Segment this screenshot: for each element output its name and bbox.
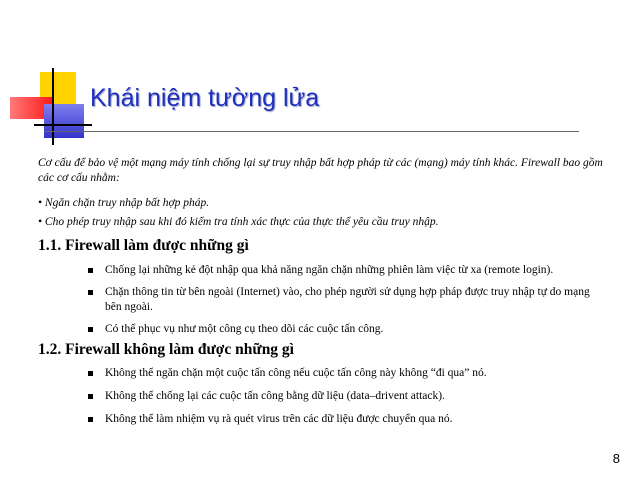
list-item-text: Chống lại những kẻ đột nhập qua khả năng ngăn chặn những phiên làm việc từ xa (remote login). — [105, 264, 554, 276]
logo-blue-block — [44, 104, 84, 138]
slide-title: Khái niệm tường lửa — [90, 84, 320, 112]
intro-bullet-1: • Ngăn chặn truy nhập bất hợp pháp. — [38, 197, 210, 209]
list-item — [0, 322, 638, 337]
logo-horizontal-line — [34, 124, 92, 126]
section-2-heading: 1.2. Firewall không làm được những gì — [38, 341, 294, 358]
page-number: 8 — [612, 451, 620, 466]
section-1-list — [0, 263, 638, 344]
section-1-heading: 1.1. Firewall làm được những gì — [38, 237, 249, 254]
list-item — [0, 366, 638, 381]
logo-vertical-line — [52, 68, 54, 145]
list-item-text: Không thể làm nhiệm vụ rà quét virus trên các dữ liệu được chuyển qua nó. — [105, 413, 453, 425]
list-item-text: Không thể ngăn chặn một cuộc tấn công nếu cuộc tấn công này không “đi qua” nó. — [105, 367, 487, 379]
list-item — [0, 412, 638, 427]
list-item-text: Chặn thông tin từ bên ngoài (Internet) vào, cho phép người sử dụng hợp pháp được truy nhập tự do mạng bên ngoài. — [105, 286, 590, 313]
title-separator-line — [44, 131, 579, 132]
intro-bullet-2: • Cho phép truy nhập sau khi đó kiểm tra tính xác thực của thực thể yêu cầu truy nhập. — [38, 216, 439, 228]
square-bullet-icon — [88, 327, 93, 332]
square-bullet-icon — [88, 290, 93, 295]
square-bullet-icon — [88, 394, 93, 399]
list-item — [0, 285, 638, 315]
list-item-text: Có thể phục vụ như một công cụ theo dõi các cuộc tấn công. — [105, 323, 384, 335]
list-item — [0, 389, 638, 404]
square-bullet-icon — [88, 417, 93, 422]
list-item-text: Không thể chống lại các cuộc tấn công bằng dữ liệu (data–drivent attack). — [105, 390, 445, 402]
intro-text: Cơ cấu để bảo vệ một mạng máy tính chống lại sự truy nhập bất hợp pháp từ các (mạng) máy tính khác. Firewall bao gồm các cơ cấu nhằm: — [38, 157, 603, 184]
square-bullet-icon — [88, 371, 93, 376]
square-bullet-icon — [88, 268, 93, 273]
list-item — [0, 263, 638, 278]
section-2-list — [0, 366, 638, 435]
